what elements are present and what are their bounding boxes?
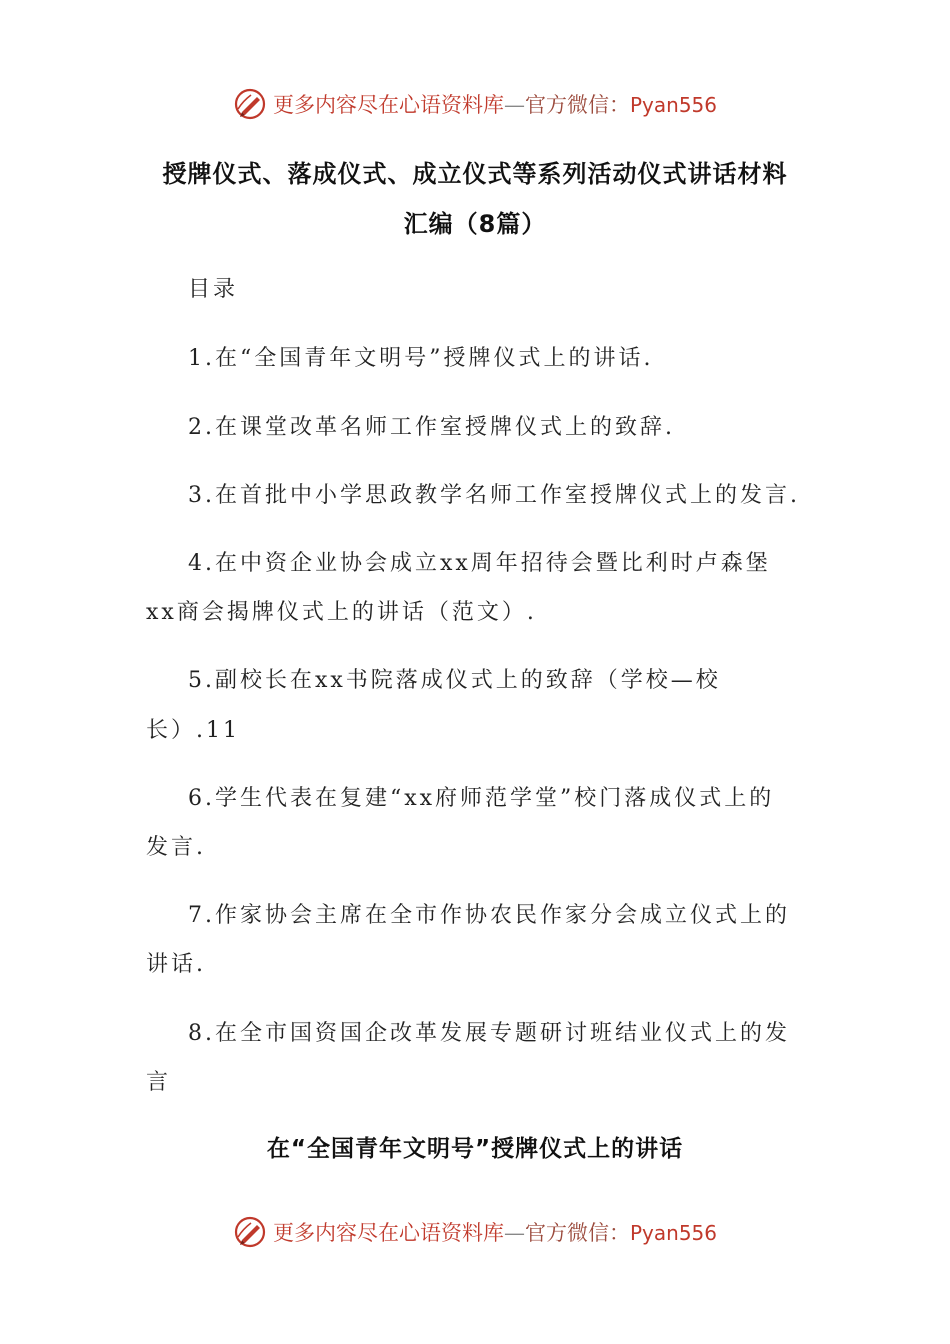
toc-item-7-line-2: 讲话. [146, 952, 206, 977]
toc-item-6-line-2: 发言. [146, 835, 206, 860]
document-title-line-2: 汇编（8篇） [403, 210, 547, 238]
pen-logo-icon [233, 87, 267, 121]
toc-heading: 目录 [188, 277, 239, 302]
toc-item-8-line-2: 言 [146, 1070, 172, 1095]
footer-banner-wechat-id: Pyan556 [629, 1221, 717, 1245]
toc-item-4-line-2: xx商会揭牌仪式上的讲话（范文）. [146, 600, 537, 625]
section-title: 在“全国青年文明号”授牌仪式上的讲话 [266, 1136, 684, 1162]
header-banner-text [273, 89, 717, 119]
toc-item-2: 2.在课堂改革名师工作室授牌仪式上的致辞. [188, 415, 675, 440]
header-banner-wechat-id: Pyan556 [629, 93, 717, 117]
header-banner [0, 82, 950, 126]
toc-item-4-line-1: 4.在中资企业协会成立xx周年招待会暨比利时卢森堡 [188, 551, 771, 576]
toc-item-1: 1.在“全国青年文明号”授牌仪式上的讲话. [188, 346, 654, 371]
toc-item-7-line-1: 7.作家协会主席在全市作协农民作家分会成立仪式上的 [188, 903, 790, 928]
header-banner-dash: — [503, 93, 525, 117]
document-title-line-1: 授牌仪式、落成仪式、成立仪式等系列活动仪式讲话材料 [162, 160, 788, 188]
toc-item-8-line-1: 8.在全市国资国企改革发展专题研讨班结业仪式上的发 [188, 1021, 790, 1046]
footer-banner [0, 1210, 950, 1254]
header-banner-wechat-label: 官方微信： [524, 93, 630, 117]
footer-banner-slogan: 更多内容尽在心语资料库 [272, 1221, 504, 1245]
pen-logo-icon [233, 1215, 267, 1249]
footer-banner-dash: — [503, 1221, 525, 1245]
toc-item-3: 3.在首批中小学思政教学名师工作室授牌仪式上的发言. [188, 483, 800, 508]
footer-banner-wechat-label: 官方微信： [524, 1221, 630, 1245]
toc-item-6-line-1: 6.学生代表在复建“xx府师范学堂”校门落成仪式上的 [188, 786, 775, 811]
toc-item-5-line-2: 长）.11 [146, 718, 240, 743]
footer-banner-text [273, 1217, 717, 1247]
header-banner-slogan: 更多内容尽在心语资料库 [272, 93, 504, 117]
toc-item-5-line-1: 5.副校长在xx书院落成仪式上的致辞（学校—校 [188, 668, 721, 693]
